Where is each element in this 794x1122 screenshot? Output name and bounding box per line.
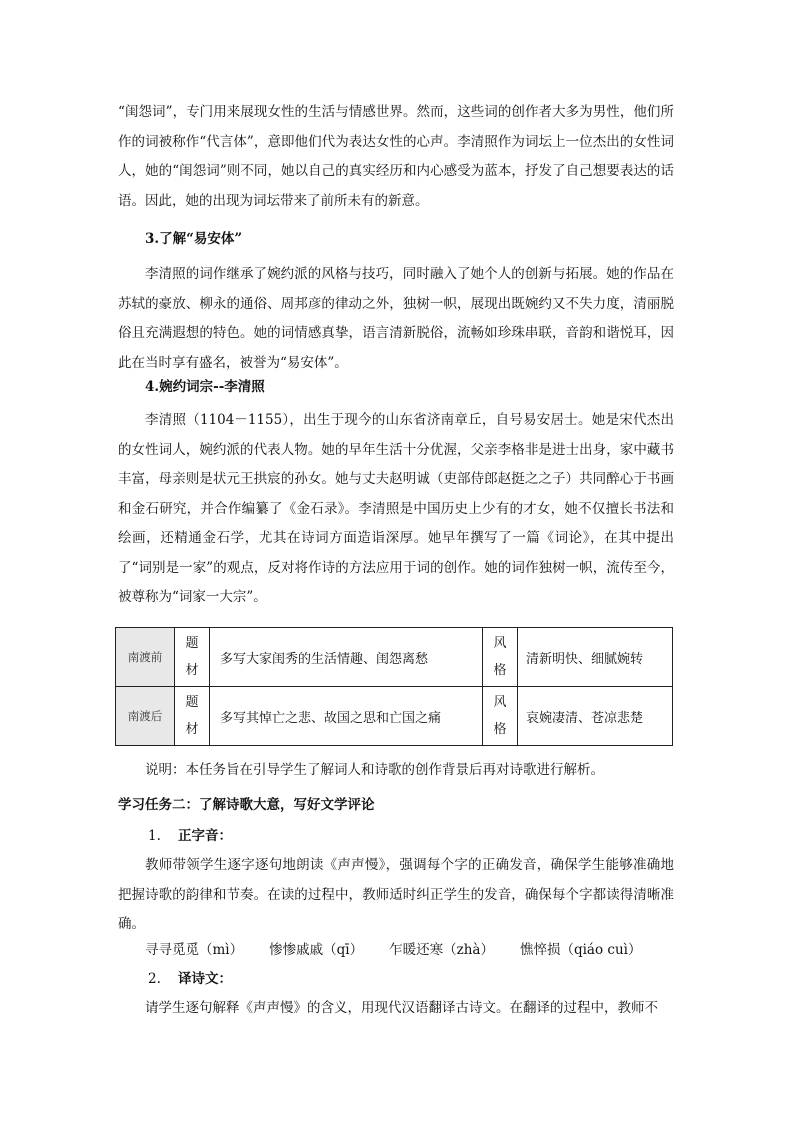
step2-title: 译诗文： xyxy=(178,971,232,987)
section4-body: 李清照（1104－1155），出生于现今的山东省济南章丘，自号易安居士。她是宋代杰出的女性词人，婉约派的代表人物。她的早年生活十分优渥，父亲李格非是进士出身，家中藏书丰富，母亲则是状元王拱宸的孙女。她与丈夫赵明诚（吏部侍郎赵挺之之子）共同醉心于书画和金石研究，并合作编纂了《金石录》。李清照是中国历史上少有的才女，她不仅擅长书法和绘画，还精通金石学，尤其在诗词方面造诣深厚。她早年撰写了一篇《词论》，在其中提出了“词别是一家”的观点，反对将作诗的方法应用于词的创作。她的词作独树一帜，流传至今，被尊称为“词家一大宗”。 xyxy=(118,412,674,605)
pinyin-list xyxy=(145,940,667,960)
section3-heading: 3.了解“易安体” xyxy=(145,231,243,247)
pinyin-item: 憔悴损（qiáo cuì） xyxy=(519,942,642,958)
pinyin-item: 寻寻觅觅（mì） xyxy=(145,942,244,958)
subject-cell: 多写大家闺秀的生活情趣、闺怨离愁 xyxy=(210,628,483,687)
comparison-table xyxy=(115,627,673,746)
step1-heading xyxy=(148,826,232,846)
step1-number: 1. xyxy=(148,828,161,844)
subject-label-cell: 题 材 xyxy=(175,687,210,746)
section3-body: 李清照的词作继承了婉约派的风格与技巧，同时融入了她个人的创新与拓展。她的作品在苏轼的豪放、柳永的通俗、周邦彦的律动之外，独树一帜，展现出既婉约又不失力度，清丽脱俗且充满遐想的特色。她的词情感真挚，语言清新脱俗，流畅如珍珠串联，音韵和谐悦耳，因此在当时享有盛名，被誉为“易安体”。 xyxy=(118,266,674,371)
subject-label-cell: 题 材 xyxy=(175,628,210,687)
table-note: 说明：本任务旨在引导学生了解词人和诗歌的创作背景后再对诗歌进行解析。 xyxy=(145,762,604,778)
style-label-cell: 风 格 xyxy=(483,628,518,687)
step2-heading xyxy=(148,969,232,989)
step2-body: 请学生逐句解释《声声慢》的含义，用现代汉语翻译古诗文。在翻译的过程中，教师不 xyxy=(145,1000,658,1016)
pinyin-item: 乍暖还寒（zhà） xyxy=(389,942,494,958)
style-cell: 哀婉凄清、苍凉悲楚 xyxy=(518,687,673,746)
table-row xyxy=(116,628,673,687)
section4-heading: 4.婉约词宗--李清照 xyxy=(145,379,265,395)
era-cell: 南渡前 xyxy=(116,628,175,687)
intro-paragraph: “闺怨词”，专门用来展现女性的生活与情感世界。然而，这些词的创作者大多为男性，他们所作的词被称作“代言体”，意即他们代为表达女性的心声。李清照作为词坛上一位杰出的女性词人，她的“闺怨词”则不同，她以自己的真实经历和内心感受为蓝本，抒发了自己想要表达的话语。因此，她的出现为词坛带来了前所未有的新意。 xyxy=(118,104,674,209)
step2-number: 2. xyxy=(148,971,161,987)
table-row xyxy=(116,687,673,746)
era-cell: 南渡后 xyxy=(116,687,175,746)
style-cell: 清新明快、细腻婉转 xyxy=(518,628,673,687)
step1-title: 正字音： xyxy=(178,828,232,844)
task2-heading: 学习任务二：了解诗歌大意，写好文学评论 xyxy=(118,797,375,813)
style-label-cell: 风 格 xyxy=(483,687,518,746)
pinyin-item: 惨惨戚戚（qī） xyxy=(269,942,364,958)
step1-body: 教师带领学生逐字逐句地朗读《声声慢》，强调每个字的正确发音，确保学生能够准确地把握诗歌的韵律和节奏。在读的过程中，教师适时纠正学生的发音，确保每个字都读得清晰准确。 xyxy=(118,857,674,932)
subject-cell: 多写其悼亡之悲、故国之思和亡国之痛 xyxy=(210,687,483,746)
